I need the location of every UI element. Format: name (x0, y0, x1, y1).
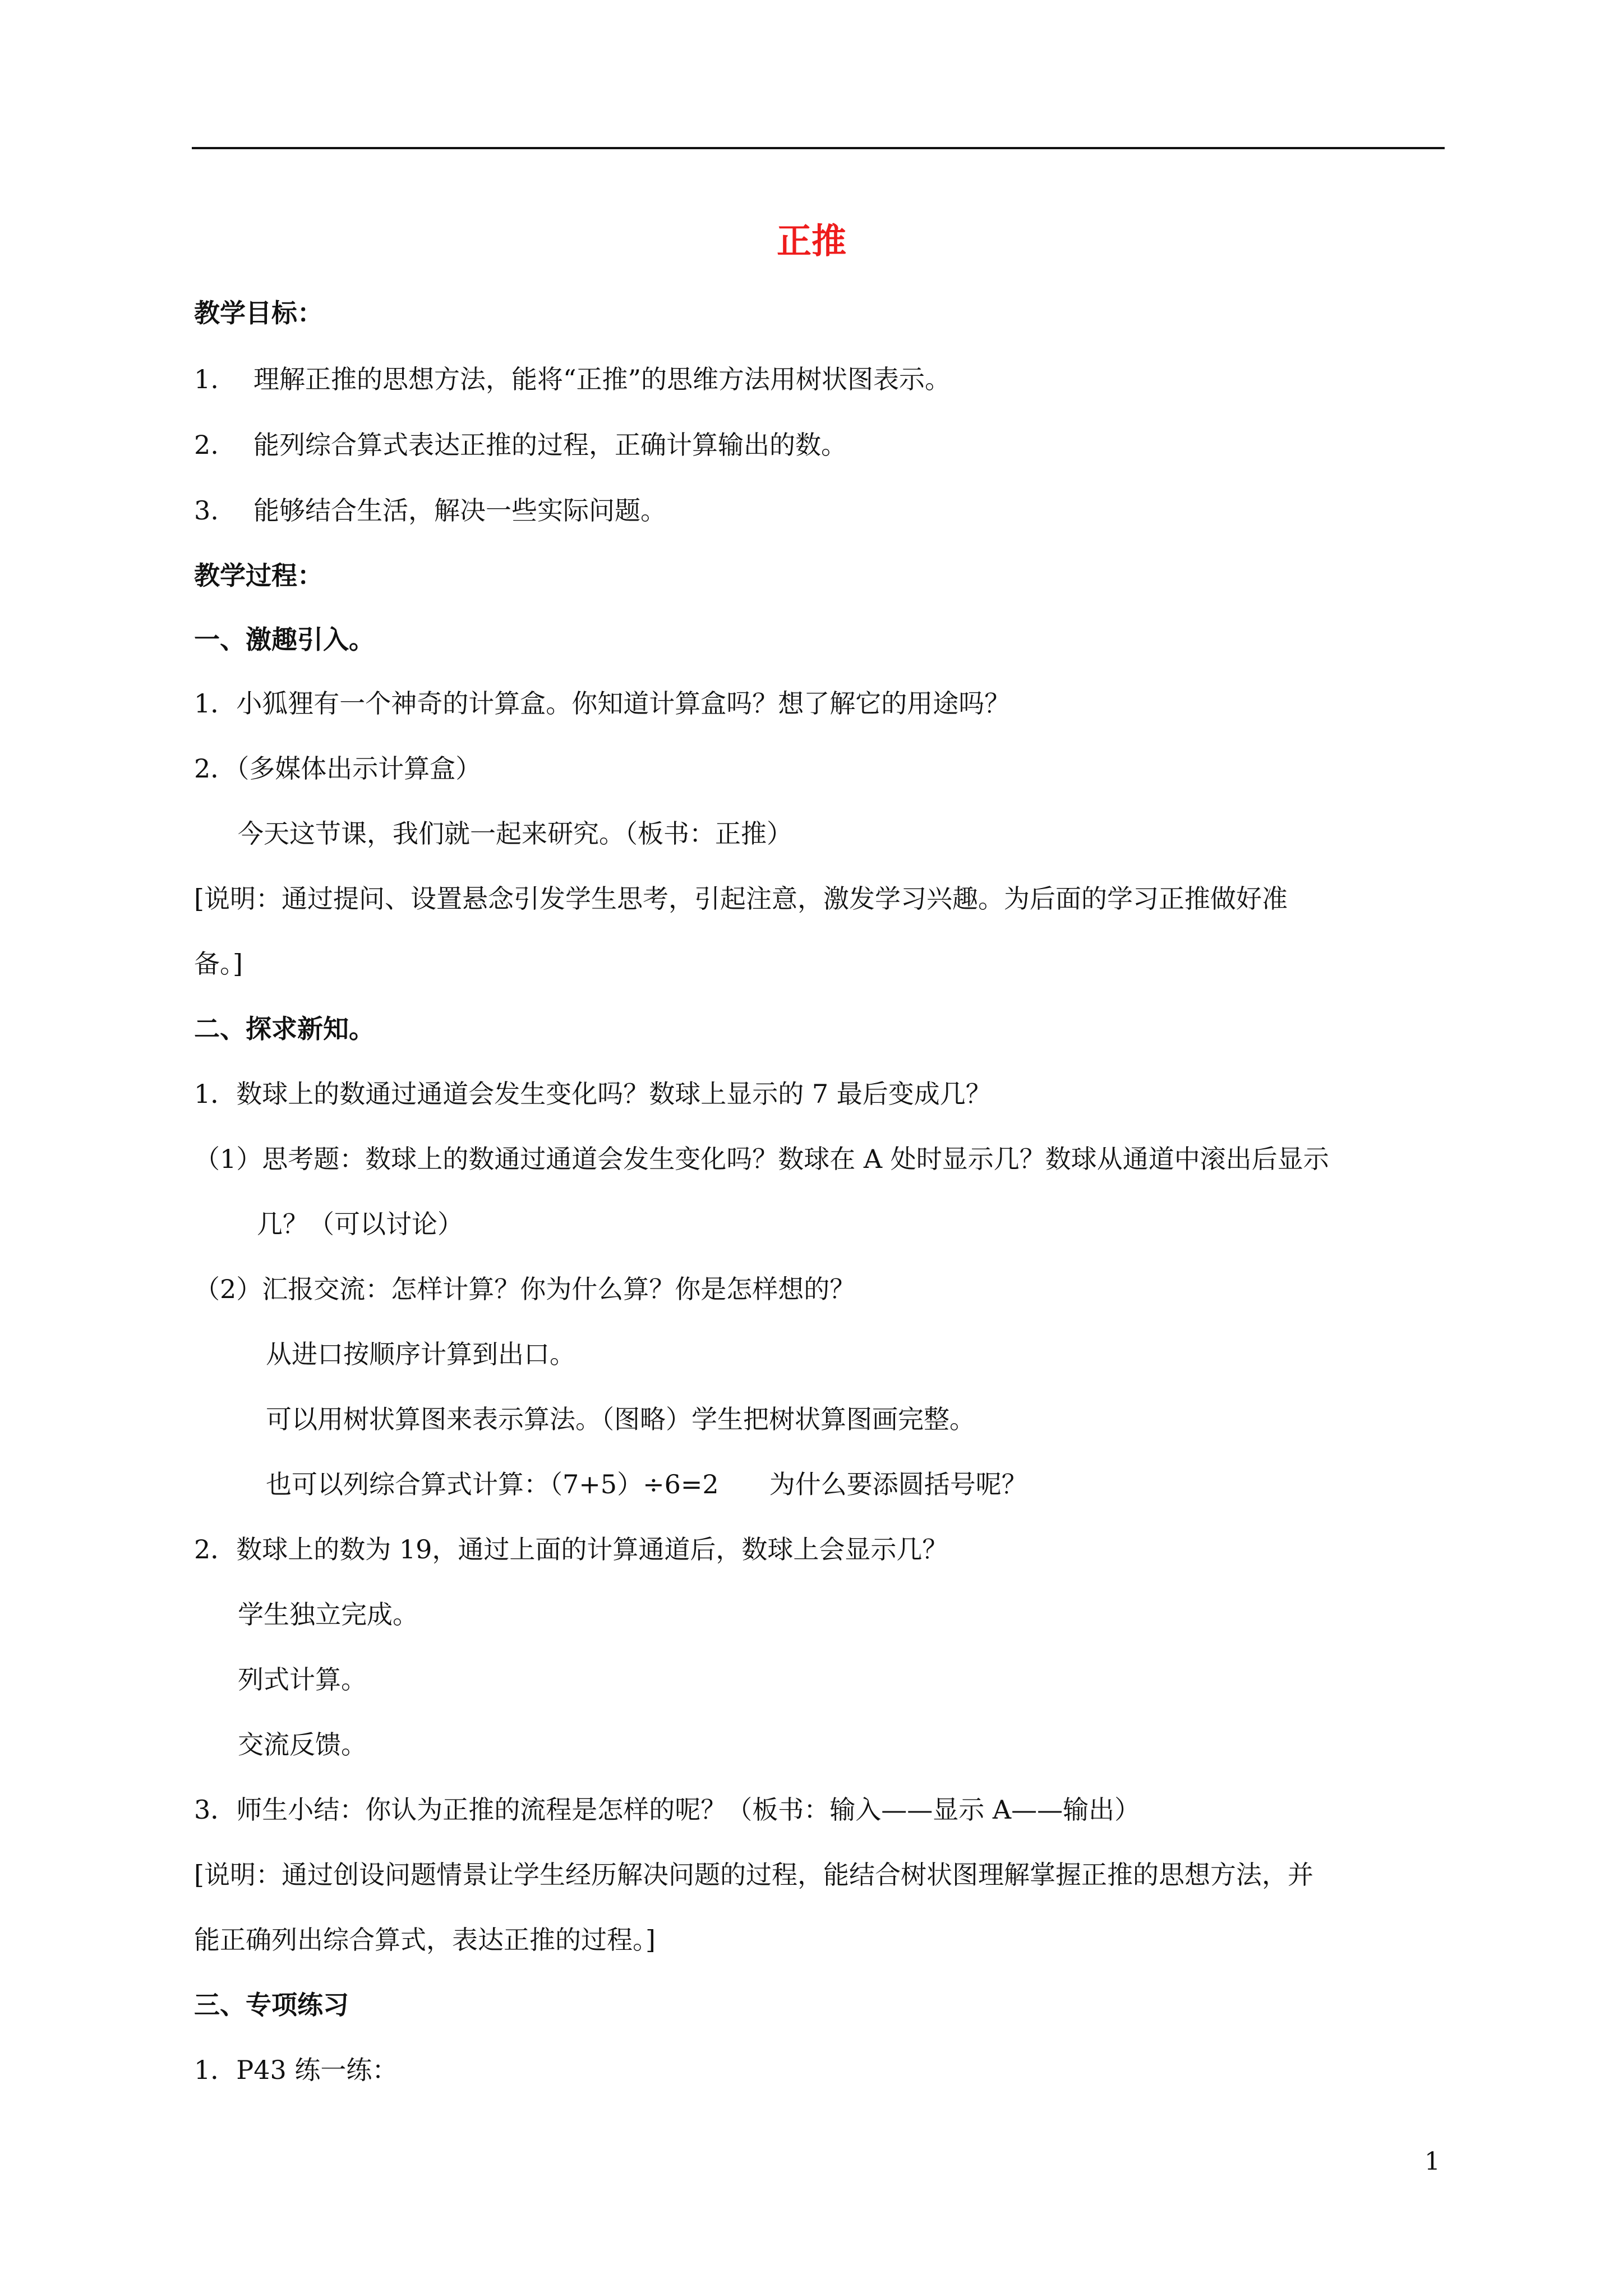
section2-q1b-sub3 (266, 1469, 1027, 1500)
section3-item1: 1．P43 练一练： (194, 2055, 398, 2085)
section1-item2-sub: 今天这节课，我们就一起来研究。（板书：正推） (238, 818, 792, 849)
section2-q1: 1．数球上的数通过通道会发生变化吗？数球上显示的 7 最后变成几？ (194, 1079, 992, 1109)
section2-heading: 二、探求新知。 (194, 1014, 375, 1044)
page-title: 正推 (776, 220, 846, 261)
section1-note-line1: [说明：通过提问、设置悬念引发学生思考，引起注意，激发学习兴趣。为后面的学习正推做好准 (194, 884, 1288, 914)
section2-q2-sub3: 交流反馈。 (238, 1729, 367, 1760)
goals-heading: 教学目标： (194, 298, 323, 328)
section2-q2-sub1: 学生独立完成。 (238, 1599, 418, 1630)
goal-item-2 (194, 429, 847, 461)
section2-q3: 3．师生小结：你认为正推的流程是怎样的呢？（板书：输入——显示 A——输出） (194, 1795, 1141, 1825)
goal-num: 2. (194, 430, 219, 460)
goal-num: 3. (194, 495, 219, 526)
goal-num: 1. (194, 364, 219, 394)
goal-item-1 (194, 364, 951, 395)
goal-text: 能列综合算式表达正推的过程，正确计算输出的数。 (253, 430, 847, 460)
formula-question: 为什么要添圆括号呢？ (769, 1469, 1027, 1499)
section1-heading: 一、激趣引入。 (194, 624, 375, 655)
header-rule (192, 147, 1445, 149)
section2-q1b-sub2: 可以用树状算图来表示算法。（图略）学生把树状算图画完整。 (266, 1404, 975, 1434)
goal-text: 能够结合生活，解决一些实际问题。 (253, 495, 666, 526)
process-heading: 教学过程： (194, 560, 323, 591)
section2-q2: 2．数球上的数为 19，通过上面的计算通道后，数球上会显示几？ (194, 1534, 948, 1565)
section2-q2-sub2: 列式计算。 (238, 1664, 367, 1695)
section3-heading: 三、专项练习 (194, 1990, 349, 2020)
section2-q1b: （2）汇报交流：怎样计算？你为什么算？你是怎样想的？ (194, 1274, 856, 1304)
section2-q1a-line1: （1）思考题：数球上的数通过通道会发生变化吗？数球在 A 处时显示几？数球从通道中滚出后显示 (194, 1144, 1329, 1174)
section2-q1a-line2: 几？（可以讨论） (257, 1209, 463, 1239)
section2-note-line2: 能正确列出综合算式，表达正推的过程。] (194, 1925, 656, 1955)
section1-item1: 1．小狐狸有一个神奇的计算盒。你知道计算盒吗？想了解它的用途吗？ (194, 688, 1011, 719)
section1-item2: 2．（多媒体出示计算盒） (194, 753, 482, 784)
page-number: 1 (1424, 2147, 1440, 2176)
section1-note-line2: 备。] (194, 949, 243, 979)
formula-text: 也可以列综合算式计算：（7+5）÷6=2 (266, 1469, 719, 1499)
goal-item-3 (194, 495, 666, 526)
goal-text: 理解正推的思想方法，能将“正推”的思维方法用树状图表示。 (253, 364, 951, 394)
section2-q1b-sub1: 从进口按顺序计算到出口。 (266, 1339, 575, 1369)
section2-note-line1: [说明：通过创设问题情景让学生经历解决问题的过程，能结合树状图理解掌握正推的思想方法，并 (194, 1860, 1313, 1890)
